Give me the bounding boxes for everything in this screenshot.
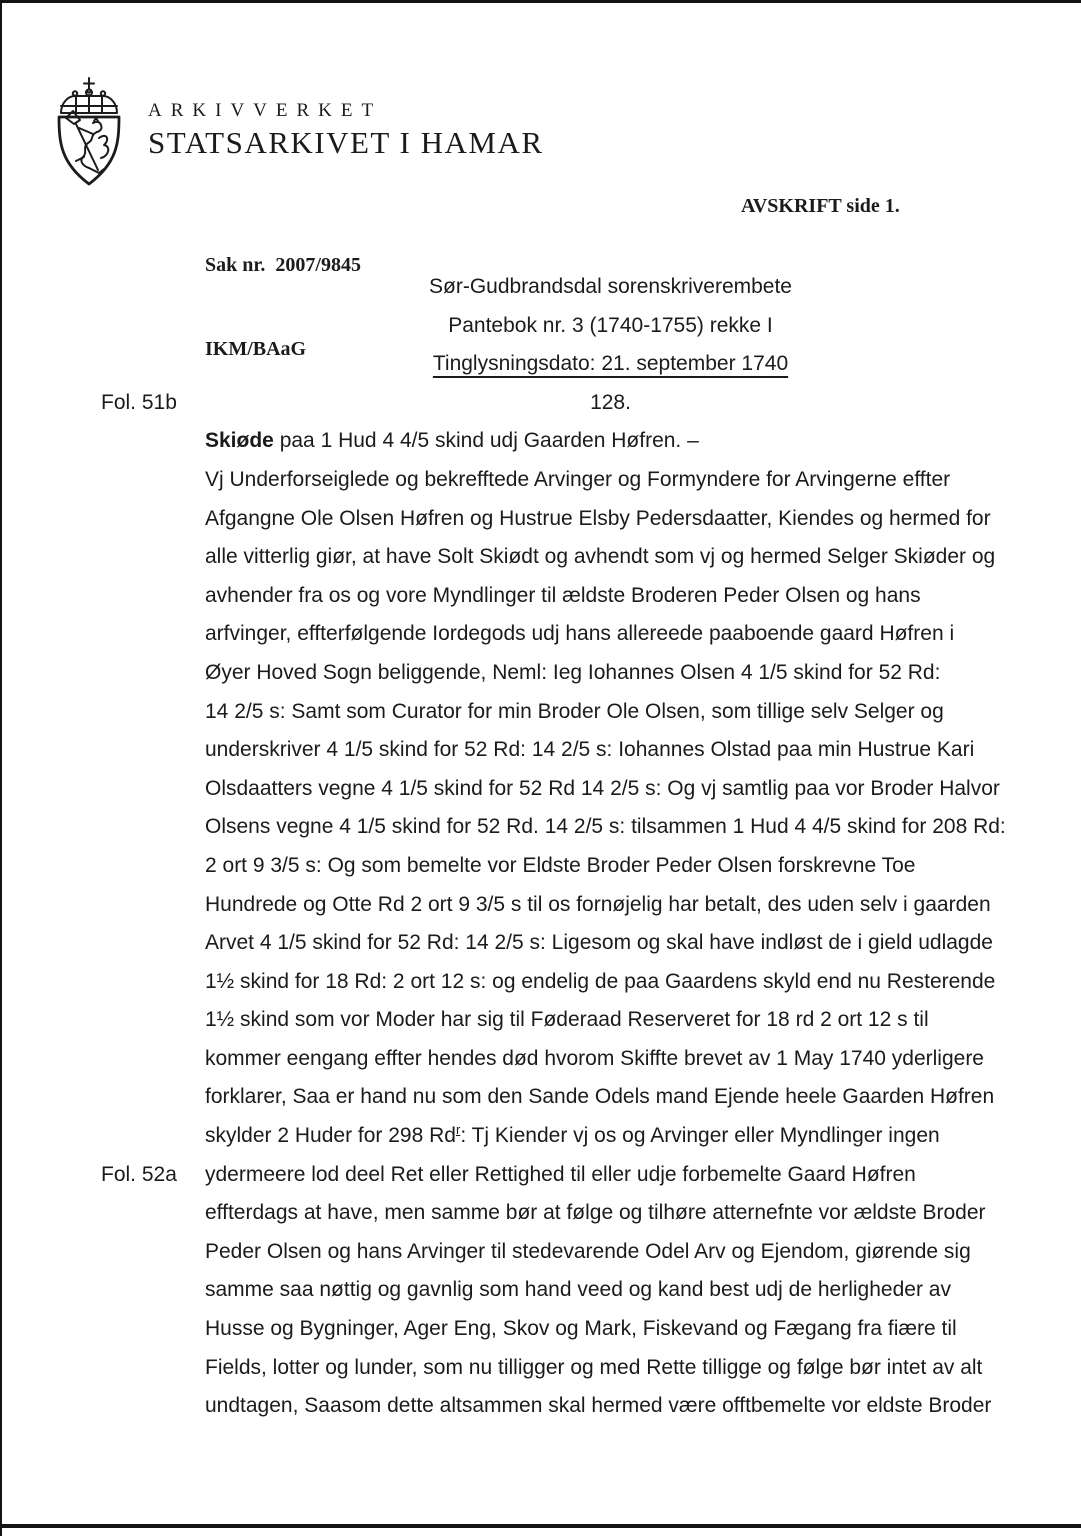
line-segment: effterdags at have, men samme bør at følge og tilhøre atternefnte vor ældste Broder — [205, 1201, 986, 1225]
letterhead — [46, 76, 544, 188]
document-line — [0, 731, 1081, 770]
line-segment: Pantebok nr. 3 (1740-1755) rekke I — [448, 313, 773, 337]
line-segment: Husse og Bygninger, Ager Eng, Skov og Mark, Fiskevand og Fægang fra fiære til — [205, 1317, 957, 1341]
line-segment: Sør-Gudbrandsdal sorenskriverembete — [429, 275, 792, 298]
line-segment: r — [455, 1122, 461, 1138]
line-segment: ydermeere lod deel Ret eller Rettighed til eller udje forbemelte Gaard Høfren — [205, 1162, 916, 1186]
document-line — [0, 808, 1081, 847]
line-segment: : Tj Kiender vj os og Arvinger eller Myndlinger ingen — [460, 1124, 940, 1148]
line-text — [205, 1124, 940, 1147]
folio-mark: Fol. 52a — [101, 1162, 177, 1186]
transcript-page-label: AVSKRIFT side 1. — [741, 195, 900, 217]
document-line — [0, 1194, 1081, 1233]
document-line — [0, 615, 1081, 654]
line-text — [433, 352, 788, 375]
folio-mark: Fol. 51b — [101, 390, 177, 414]
line-segment: arfvinger, effterfølgende Iordegods udj hans allereede paaboende gaard Høfren i — [205, 622, 955, 646]
line-text — [205, 1163, 916, 1186]
line-segment: Vj Underforseiglede og bekrefftede Arvinger og Formyndere for Arvingerne effter — [205, 467, 951, 491]
line-text — [205, 1356, 982, 1379]
document-line — [0, 1349, 1081, 1388]
line-segment: 14 2/5 s: Samt som Curator for min Broder Ole Olsen, som tillige selv Selger og — [205, 699, 944, 723]
line-segment: paa 1 Hud 4 4/5 skind udj Gaarden Høfren. – — [273, 429, 699, 453]
line-text — [205, 738, 974, 761]
line-segment: Hundrede og Otte Rd 2 ort 9 3/5 s til os fornøjelig har betalt, des uden selv i gaarden — [205, 892, 991, 916]
line-text — [205, 777, 1000, 800]
line-text — [205, 545, 995, 568]
line-text — [205, 1008, 929, 1031]
line-segment: Fields, lotter og lunder, som nu tilligger og med Rette tilligge og følge bør intet av alt — [205, 1355, 983, 1379]
line-segment: forklarer, Saa er hand nu som den Sande Odels mand Ejende heele Gaarden Høfren — [205, 1085, 995, 1109]
line-segment: 128. — [590, 390, 631, 414]
line-segment: 1½ skind for 18 Rd: 2 ort 12 s: og endelig de paa Gaardens skyld end nu Resterende — [205, 969, 996, 993]
scan-edge-top — [0, 0, 1081, 3]
document-line — [0, 654, 1081, 693]
line-segment: Peder Olsen og hans Arvinger til stedevarende Odel Arv og Ejendom, giørende sig — [205, 1239, 971, 1263]
line-text — [205, 700, 944, 723]
document-line — [0, 538, 1081, 577]
line-text — [429, 275, 792, 298]
document-line — [0, 1271, 1081, 1310]
line-text — [205, 584, 921, 607]
document-line — [0, 1156, 1081, 1195]
document-line — [0, 268, 1016, 307]
line-segment: samme saa nøttig og gavnlig som hand veed og kand best udj de herligheder av — [205, 1278, 951, 1302]
line-segment: Arvet 4 1/5 skind for 52 Rd: 14 2/5 s: Ligesom og skal have indløst de i gield udlagde — [205, 931, 993, 955]
line-text — [205, 1240, 971, 1263]
line-text — [205, 1317, 957, 1340]
document-line — [0, 963, 1081, 1002]
document-line — [0, 886, 1081, 925]
document-line — [0, 924, 1081, 963]
line-text — [205, 1394, 991, 1417]
scan-edge-bottom — [0, 1524, 1081, 1528]
line-text — [205, 1047, 984, 1070]
line-segment: Tinglysningsdato: 21. september 1740 — [432, 352, 789, 376]
line-text — [205, 815, 1006, 838]
line-segment: Olsdaatters vegne 4 1/5 skind for 52 Rd 14 2/5 s: Og vj samtlig paa vor Broder Halvor — [205, 776, 1000, 800]
line-text — [205, 1278, 951, 1301]
document-body — [0, 268, 1081, 1426]
document-line — [0, 1040, 1081, 1079]
institution-name: STATSARKIVET I HAMAR — [148, 125, 544, 160]
document-line — [0, 770, 1081, 809]
line-text — [205, 970, 995, 993]
line-text — [205, 854, 915, 877]
document-line — [0, 847, 1081, 886]
line-text — [205, 429, 699, 452]
line-segment: 2 ort 9 3/5 s: Og som bemelte vor Eldste Broder Peder Olsen forskrevne Toe — [205, 853, 916, 877]
line-text — [205, 622, 954, 645]
case-ref-initials: IKM/BAaG — [205, 338, 307, 360]
letterhead-text — [148, 76, 544, 161]
document-line — [0, 1387, 1081, 1426]
document-line — [0, 461, 1081, 500]
line-text — [205, 931, 993, 954]
document-line — [0, 345, 1016, 384]
line-text — [205, 1201, 986, 1224]
document-line — [0, 1233, 1081, 1272]
line-segment: underskriver 4 1/5 skind for 52 Rd: 14 2/5 s: Iohannes Olstad paa min Hustrue Kari — [205, 738, 975, 762]
line-text — [590, 391, 631, 414]
line-text — [448, 314, 773, 337]
document-line — [0, 1078, 1081, 1117]
line-segment: Olsens vegne 4 1/5 skind for 52 Rd. 14 2/5 s: tilsammen 1 Hud 4 4/5 skind for 208 Rd: — [205, 815, 1006, 839]
line-segment: Øyer Hoved Sogn beliggende, Neml: Ieg Iohannes Olsen 4 1/5 skind for 52 Rd: — [205, 660, 941, 684]
line-segment: skylder 2 Huder for 298 Rd — [205, 1124, 456, 1148]
document-line — [0, 307, 1016, 346]
document-line — [0, 1117, 1081, 1156]
line-text — [205, 1085, 994, 1108]
document-line — [0, 1310, 1081, 1349]
document-line — [0, 577, 1081, 616]
document-line — [0, 693, 1081, 732]
line-text — [205, 468, 950, 491]
line-text — [205, 507, 991, 530]
line-segment: 1½ skind som vor Moder har sig til Føderaad Reserveret for 18 rd 2 ort 12 s til — [205, 1008, 929, 1032]
line-segment: avhender fra os og vore Myndlinger til ældste Broderen Peder Olsen og hans — [205, 583, 921, 607]
line-segment: undtagen, Saasom dette altsammen skal hermed være offtbemelte vor eldste Broder — [205, 1394, 992, 1418]
line-segment: Afgangne Ole Olsen Høfren og Hustrue Elsby Pedersdaatter, Kiendes og hermed for — [205, 506, 991, 530]
case-number: Sak nr. 2007/9845 — [205, 254, 361, 276]
line-text — [205, 661, 940, 684]
document-line — [0, 384, 1016, 423]
line-text — [205, 893, 991, 916]
norwegian-coat-of-arms-icon — [46, 76, 132, 188]
line-segment: kommer eengang effter hendes død hvorom Skiffte brevet av 1 May 1740 yderligere — [205, 1046, 984, 1070]
document-line — [0, 1001, 1081, 1040]
agency-name: ARKIVVERKET — [148, 100, 383, 121]
line-lead-word: Skiøde — [205, 429, 274, 453]
document-line — [0, 422, 1081, 461]
line-segment: alle vitterlig giør, at have Solt Skiødt og avhendt som vj og hermed Selger Skiøder og — [205, 545, 996, 569]
document-line — [0, 500, 1081, 539]
